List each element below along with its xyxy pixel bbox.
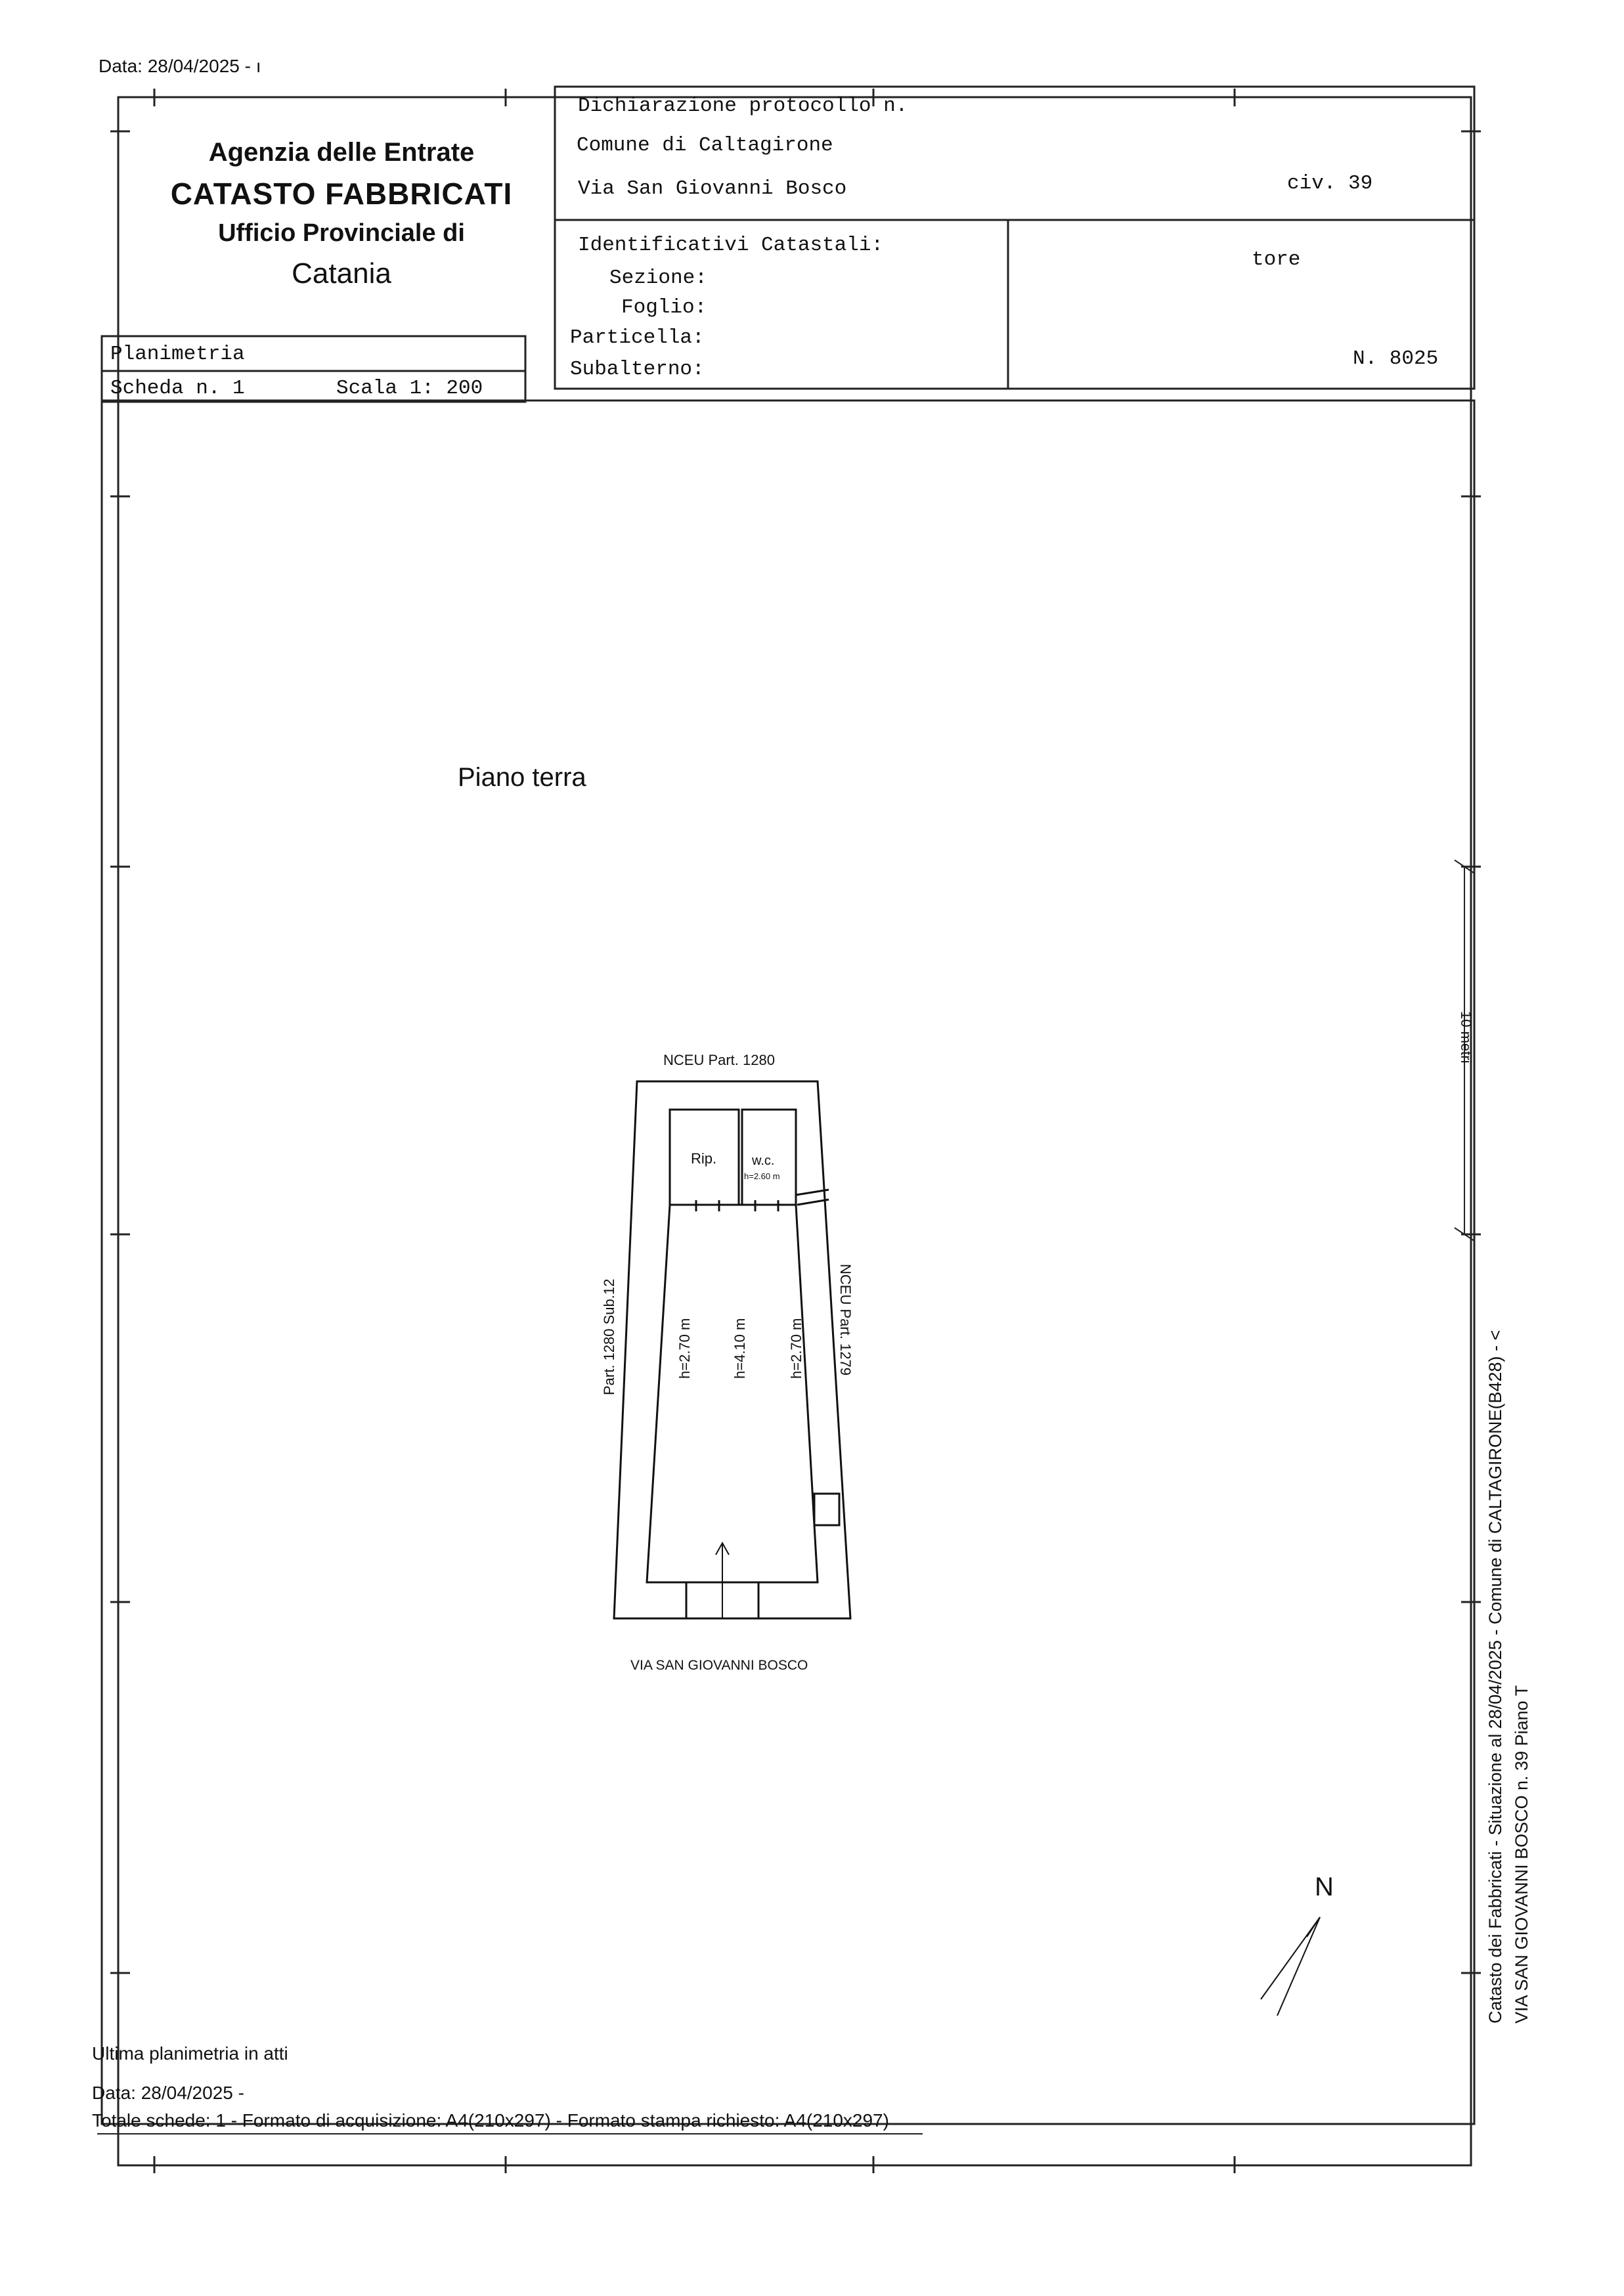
- rip-label: Rip.: [691, 1150, 717, 1167]
- side-note-line2: VIA SAN GIOVANNI BOSCO n. 39 Piano T: [1512, 1685, 1531, 2024]
- dichiarazione-label: Dichiarazione protocollo n.: [578, 95, 908, 118]
- via-label: Via San Giovanni Bosco: [578, 177, 847, 200]
- north-boundary-label: NCEU Part. 1280: [663, 1052, 775, 1068]
- north-label: N: [1315, 1873, 1334, 1901]
- ufficio-label: Ufficio Provinciale di: [218, 219, 465, 247]
- ultima-label: Ultima planimetria in atti: [92, 2043, 288, 2064]
- numero-label: N. 8025: [1353, 347, 1439, 370]
- tore-label: tore: [1252, 248, 1301, 271]
- wc-height-label: h=2.60 m: [744, 1171, 780, 1181]
- scale-bar-label: 10 metri: [1458, 1011, 1474, 1064]
- inner-border: [102, 401, 1474, 2124]
- subalterno-label: Subalterno:: [570, 358, 705, 381]
- side-note-line1: Catasto dei Fabbricati - Situazione al 28/04/2025 - Comune di CALTAGIRONE(B428) - <: [1485, 1330, 1505, 2024]
- footer-date: Data: 28/04/2025 -: [92, 2083, 244, 2103]
- scala-label: Scala 1: 200: [336, 377, 483, 400]
- agency-name: Agenzia delle Entrate: [208, 138, 475, 167]
- totale-label: Totale schede: 1 - Formato di acquisizione: A4(210x297) - Formato stampa richiesto: A4(210x297): [92, 2110, 889, 2131]
- ufficio-city: Catania: [292, 257, 391, 290]
- comune-label: Comune di Caltagirone: [577, 134, 833, 157]
- foglio-label: Foglio:: [621, 296, 707, 319]
- wc-label: w.c.: [752, 1154, 775, 1168]
- outer-border: [118, 97, 1471, 2165]
- top-date: Data: 28/04/2025 - ı: [99, 56, 261, 76]
- east-boundary-label: NCEU Part. 1279: [837, 1264, 854, 1375]
- apartment-outline: [647, 1205, 818, 1582]
- particella-label: Particella:: [570, 326, 705, 349]
- civico-label: civ. 39: [1287, 172, 1373, 195]
- west-boundary-label: Part. 1280 Sub.12: [601, 1278, 617, 1395]
- piano-label: Piano terra: [458, 763, 586, 792]
- height-center-label: h=4.10 m: [732, 1318, 748, 1379]
- planimetria-label: Planimetria: [110, 343, 245, 366]
- floor-plan: [614, 1081, 1320, 2016]
- sezione-label: Sezione:: [609, 267, 707, 290]
- street-label: VIA SAN GIOVANNI BOSCO: [630, 1658, 808, 1673]
- scheda-label: Scheda n. 1: [110, 377, 245, 400]
- catasto-title: CATASTO FABBRICATI: [170, 177, 513, 211]
- identificativi-label: Identificativi Catastali:: [578, 234, 884, 257]
- height-left-label: h=2.70 m: [676, 1318, 693, 1379]
- height-right-label: h=2.70 m: [788, 1318, 804, 1379]
